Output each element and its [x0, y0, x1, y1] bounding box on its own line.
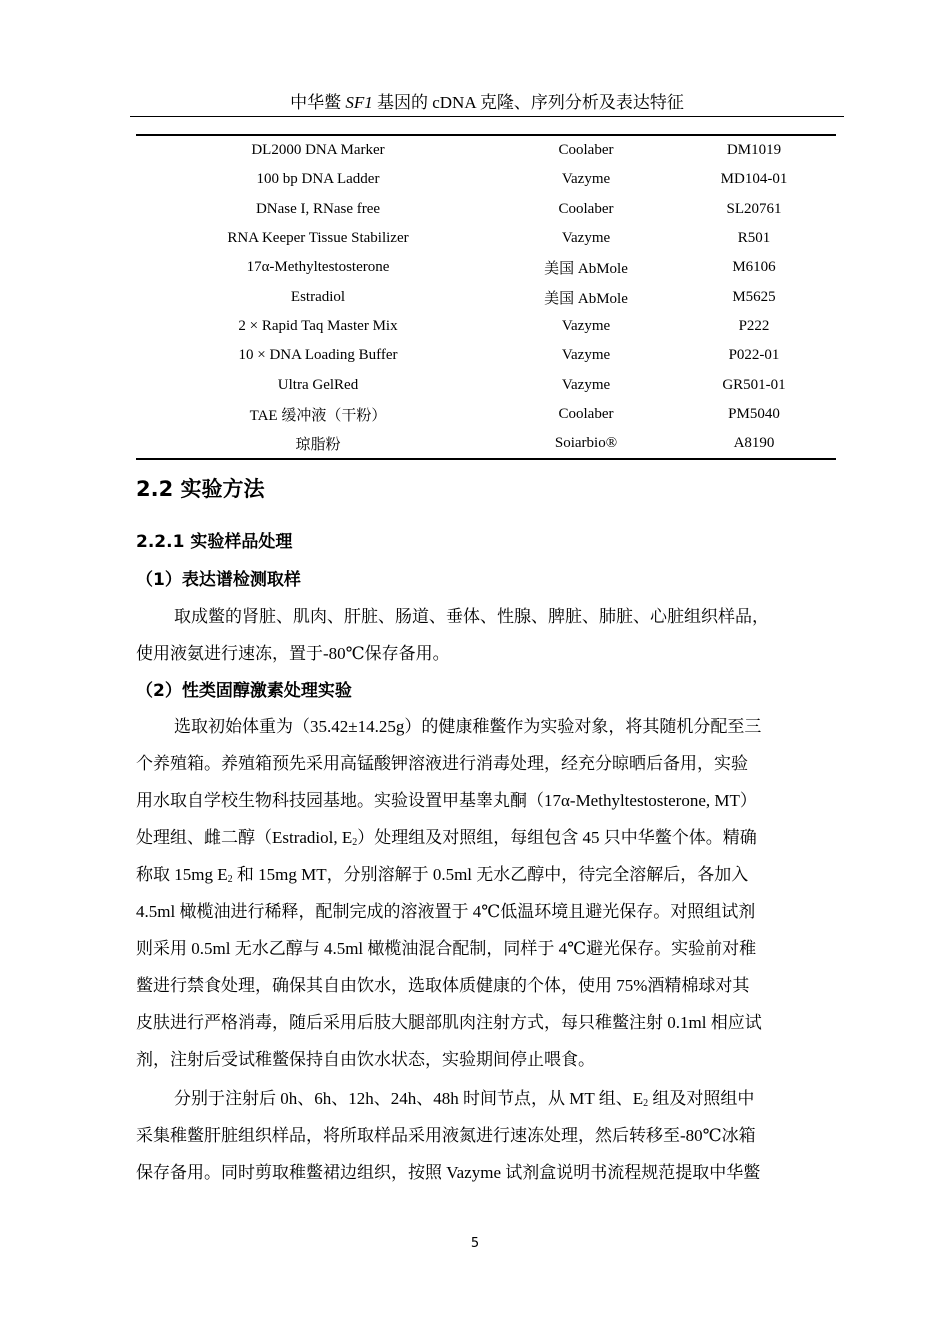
vendor-cell: Vazyme	[561, 317, 611, 334]
catalog-number-cell: PM5040	[728, 405, 780, 422]
vendor-cell: Coolaber	[558, 405, 614, 422]
table-row	[136, 400, 836, 429]
table-row	[136, 341, 836, 370]
paragraph-line: 个养殖箱。养殖箱预先采用高锰酸钾溶液进行消毒处理，经充分晾晒后备用，实验	[136, 754, 748, 773]
catalog-number-cell: M5625	[732, 288, 776, 305]
part1-paragraph	[136, 598, 838, 672]
reagent-name-cell: Ultra GelRed	[277, 376, 359, 393]
part2-paragraph-2	[136, 1080, 838, 1191]
paragraph-line: 保存备用。同时剪取稚鳖裙边组织，按照 Vazyme 试剂盒说明书流程规范提取中华鳖	[136, 1163, 761, 1182]
vendor-cell: Soiarbio®	[554, 435, 618, 452]
reagent-name-cell: TAE 缓冲液（干粉）	[249, 407, 387, 424]
vendor-cell: 美国 AbMole	[544, 290, 628, 307]
vendor-cell: Vazyme	[561, 171, 611, 188]
paragraph-line: 4.5ml 橄榄油进行稀释，配制完成的溶液置于 4℃低温环境且避光保存。对照组试剂	[136, 902, 756, 921]
catalog-number-cell: DM1019	[726, 142, 782, 159]
reagent-name-cell: Estradiol	[290, 288, 346, 305]
header-gene-name: SF1	[345, 93, 373, 112]
part1-heading: （1）表达谱检测取样	[136, 570, 301, 590]
reagent-name-cell: 琼脂粉	[295, 437, 341, 454]
reagent-name-cell: 10 × DNA Loading Buffer	[238, 347, 398, 364]
table-row	[136, 224, 836, 253]
catalog-number-cell: SL20761	[726, 200, 782, 217]
paragraph-line: 用水取自学校生物科技园基地。实验设置甲基睾丸酮（17α-Methyltestosterone, MT）	[136, 791, 757, 810]
table-row	[136, 282, 836, 311]
subsection-heading: 2.2.1 实验样品处理	[136, 532, 293, 552]
paragraph-line: 使用液氨进行速冻，置于-80℃保存备用。	[136, 644, 450, 663]
table-row	[136, 253, 836, 282]
part2-paragraph-1	[136, 708, 838, 1078]
header-title-post: 基因的 cDNA 克隆、序列分析及表达特征	[372, 93, 684, 112]
vendor-cell: Coolaber	[558, 142, 614, 159]
reagent-name-cell: RNA Keeper Tissue Stabilizer	[227, 230, 409, 247]
paragraph-line: 剂，注射后受试稚鳖保持自由饮水状态，实验期间停止喂食。	[136, 1050, 595, 1069]
paragraph-line: 皮肤进行严格消毒，随后采用后肢大腿部肌肉注射方式，每只稚鳖注射 0.1ml 相应试	[136, 1013, 762, 1032]
part2-heading: （2）性类固醇激素处理实验	[136, 681, 352, 701]
page-number: 5	[470, 1236, 480, 1251]
vendor-cell: Vazyme	[561, 376, 611, 393]
table-row	[136, 136, 836, 165]
reagent-name-cell: 17α-Methyltestosterone	[246, 259, 390, 276]
table-bottom-rule	[136, 459, 836, 460]
reagent-name-cell: DNase I, RNase free	[255, 200, 381, 217]
reagent-table	[136, 134, 836, 460]
table-row	[136, 429, 836, 459]
header-title-pre: 中华鳖	[290, 93, 346, 112]
reagent-name-cell: DL2000 DNA Marker	[251, 142, 385, 159]
catalog-number-cell: GR501-01	[722, 376, 786, 393]
catalog-number-cell: R501	[737, 230, 771, 247]
table-row	[136, 165, 836, 194]
reagent-table-wrapper	[136, 134, 836, 460]
section-heading: 2.2 实验方法	[136, 477, 265, 501]
vendor-cell: Vazyme	[561, 230, 611, 247]
vendor-cell: 美国 AbMole	[544, 261, 628, 278]
running-header	[130, 92, 844, 114]
table-row	[136, 312, 836, 341]
catalog-number-cell: M6106	[732, 259, 776, 276]
paragraph-line: 则采用 0.5ml 无水乙醇与 4.5ml 橄榄油混合配制，同样于 4℃避光保存。实验前对稚	[136, 939, 757, 958]
header-rule	[130, 116, 844, 117]
reagent-name-cell: 100 bp DNA Ladder	[256, 171, 380, 188]
vendor-cell: Coolaber	[558, 200, 614, 217]
paragraph-line: 鳖进行禁食处理，确保其自由饮水，选取体质健康的个体，使用 75%酒精棉球对其	[136, 976, 750, 995]
catalog-number-cell: P222	[738, 317, 770, 334]
vendor-cell: Vazyme	[561, 347, 611, 364]
table-row	[136, 195, 836, 224]
paragraph-line: 选取初始体重为（35.42±14.25g）的健康稚鳖作为实验对象，将其随机分配至三	[174, 717, 762, 736]
paragraph-line: 取成鳖的肾脏、肌肉、肝脏、肠道、垂体、性腺、脾脏、肺脏、心脏组织样品，	[174, 607, 769, 626]
catalog-number-cell: MD104-01	[720, 171, 788, 188]
paragraph-line: 处理组、雌二醇（Estradiol, $E_2$）处理组及对照组，每组包含 45 只中华鳖个体。精确	[136, 828, 757, 848]
catalog-number-cell: P022-01	[728, 347, 780, 364]
paragraph-line: 采集稚鳖肝脏组织样品，将所取样品采用液氮进行速冻处理，然后转移至-80℃冰箱	[136, 1126, 756, 1145]
catalog-number-cell: A8190	[733, 435, 775, 452]
table-row	[136, 370, 836, 399]
paragraph-line: 称取 15mg $E_2$ 和 15mg MT，分别溶解于 0.5ml 无水乙醇中，待完全溶解后，各加入	[136, 865, 749, 885]
reagent-name-cell: 2 × Rapid Taq Master Mix	[238, 317, 398, 334]
paragraph-line: 分别于注射后 0h、6h、12h、24h、48h 时间节点，从 MT 组、$E_2$ 组及对照组中	[174, 1089, 755, 1109]
